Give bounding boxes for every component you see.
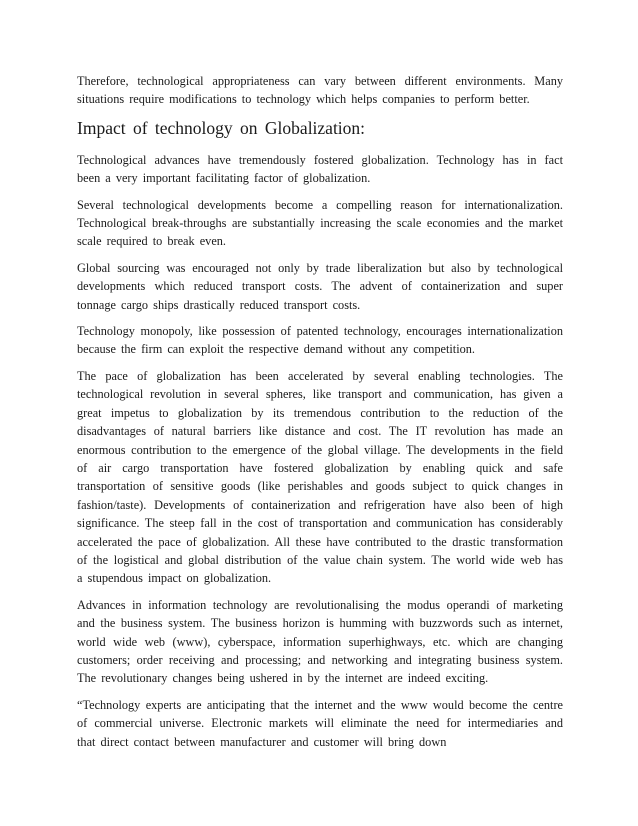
paragraph-pace-of-globalization: The pace of globalization has been accelerated by several enabling technologies. The technological revolution in several spheres, like transport and communication, has given a great impetus to globalization by its tremendous contribution to the reduction of the disadvantages of natural barriers like distance and cost. The IT revolution has made an enormous contribution to the emergence of the global village. The developments in the field of air cargo transportation have fostered globalization by enabling quick and safe transportation of sensitive goods (like perishables and goods subject to quick changes in fashion/taste). Developments of containerization and refrigeration have also been of high significance. The steep fall in the cost of transportation and communication has considerably accelerated the pace of globalization. All these have contributed to the drastic transformation of the logistical and global distribution of the value chain system. The world wide web has a stupendous impact on globalization.: [77, 368, 563, 586]
section-heading: Impact of technology on Globalization:: [77, 117, 366, 138]
paragraph-internationalization: Several technological developments become a compelling reason for internationalization. Technological break-throughs are substantially increasing the scale economies and the market scale required to break even.: [77, 197, 563, 249]
paragraph-technology-monopoly: Technology monopoly, like possession of patented technology, encourages internationalization because the firm can exploit the respective demand without any competition.: [77, 324, 563, 357]
intro-paragraph: Therefore, technological appropriateness can vary between different environments. Many situations require modifications to technology which helps companies to perform better.: [77, 74, 563, 107]
paragraph-global-sourcing: Global sourcing was encouraged not only by trade liberalization but also by technological developments which reduced transport costs. The advent of containerization and super tonnage cargo ships drastically reduced transport costs.: [77, 260, 563, 312]
paragraph-facilitating-factor: Technological advances have tremendously fostered globalization. Technology has in fact been a very important facilitating factor of globalization.: [77, 152, 563, 186]
page-content: [77, 72, 563, 759]
paragraph-information-technology: Advances in information technology are revolutionalising the modus operandi of marketing and the business system. The business horizon is humming with buzzwords such as internet, world wide web (www), cyberspace, information superhighways, etc. which are changing customers; order receiving and processing; and networking and integrating business system. The revolutionary changes being ushered in by the internet are indeed exciting.: [77, 597, 563, 686]
paragraph-technology-experts: “Technology experts are anticipating that the internet and the www would become the centre of commercial universe. Electronic markets will eliminate the need for intermediaries and that direct contact between manufacturer and customer will bring down: [77, 697, 563, 749]
